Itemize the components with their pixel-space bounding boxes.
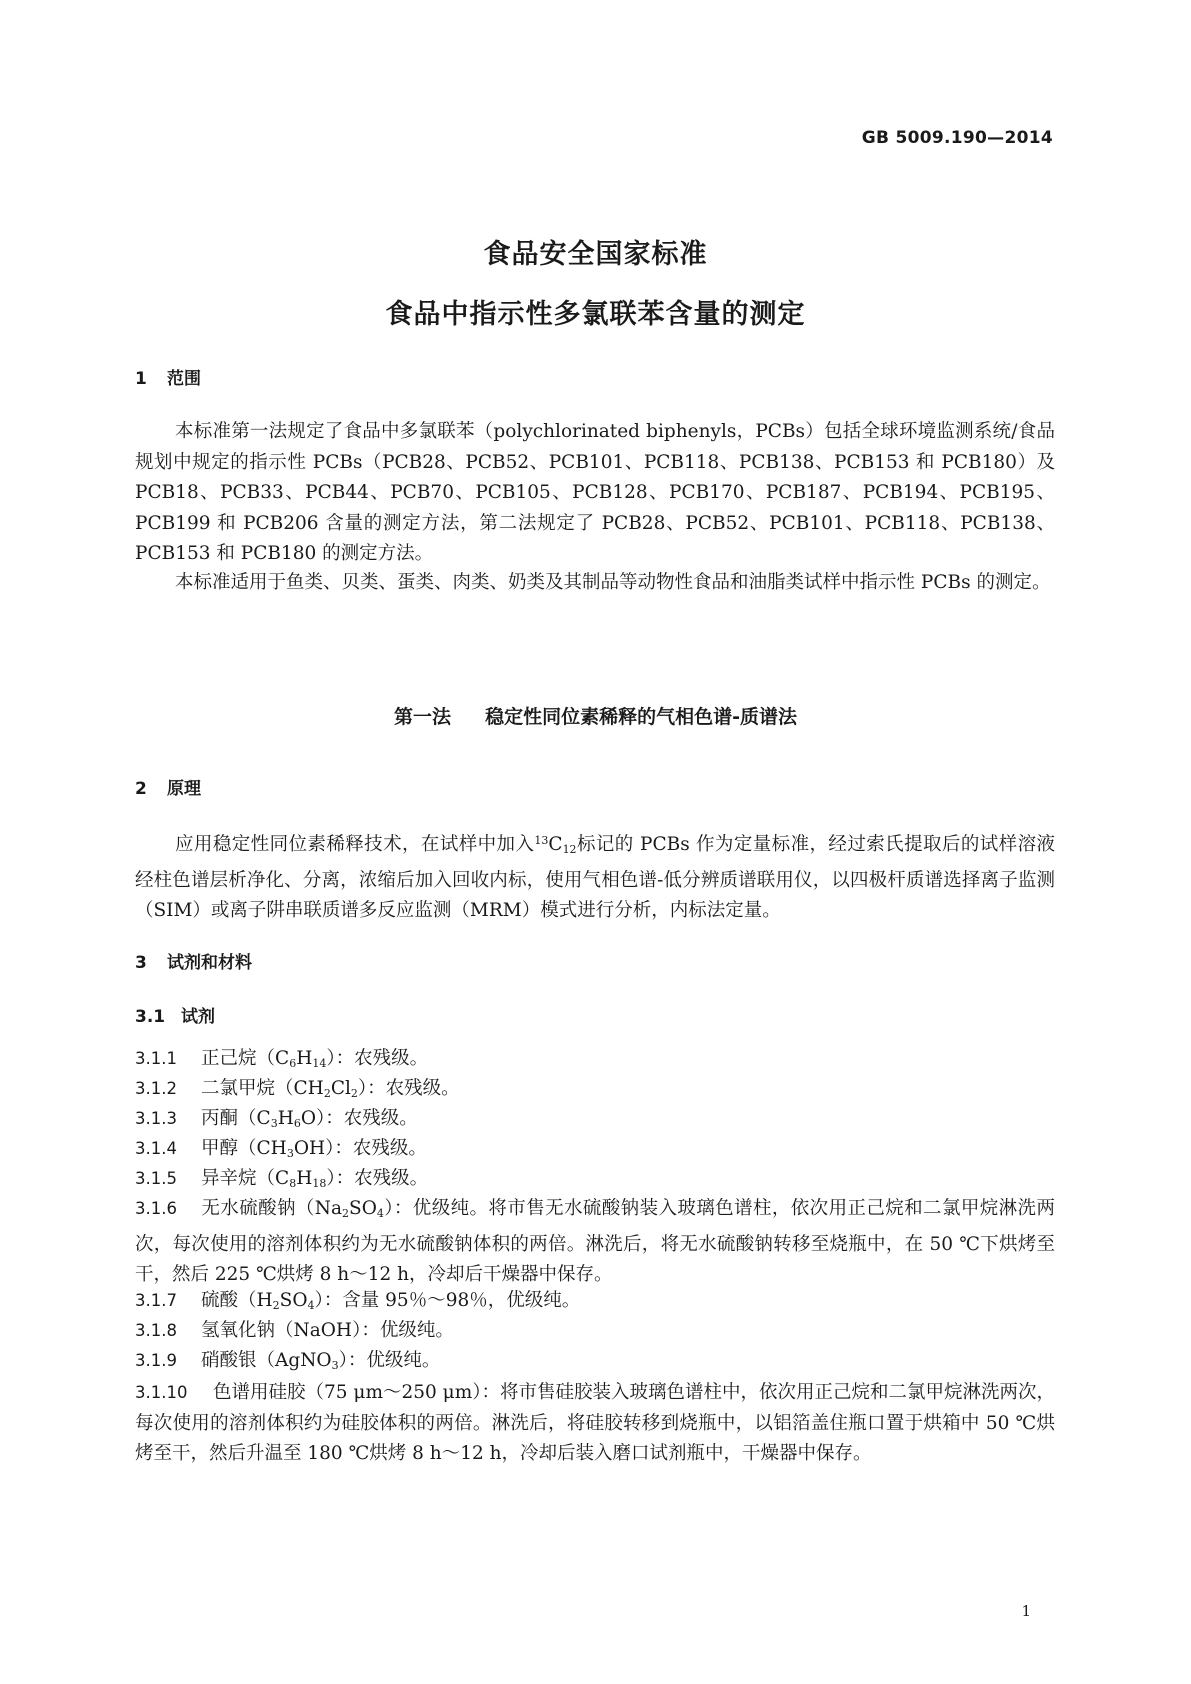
section-heading-3 — [135, 948, 252, 973]
document-title-line2: 食品中指示性多氯联苯含量的测定 — [385, 299, 806, 330]
method-label: 第一法 — [394, 706, 452, 728]
reagent-item: 3.1.10 色谱用硅胶（75 μm～250 μm）：将市售硅胶装入玻璃色谱柱中，依次用正己烷和二氯甲烷淋洗两次，每次使用的溶剂体积约为硅胶体积的两倍。淋洗后，将硅胶转移到烧瓶中，以铝箔盖住瓶口置于烘箱中 50 ℃烘烤至干，然后升温至 180 ℃烘烤 8 h～12 h，冷却后装入磨口试剂瓶中，干燥器中保存。 — [135, 1382, 1055, 1464]
document-title-line1: 食品安全国家标准 — [483, 239, 708, 270]
page-number: 1 — [1021, 1602, 1031, 1620]
method-title: 稳定性同位素稀释的气相色谱-质谱法 — [485, 706, 797, 728]
standard-code: GB 5009.190—2014 — [861, 128, 1053, 148]
section-heading-1 — [135, 364, 201, 389]
section-heading-2 — [135, 774, 201, 799]
reagent-item: 3.1.1 正己烷$(C_6H_{14})$：农残级。 — [135, 1048, 429, 1070]
section-title: 试剂和材料 — [167, 953, 252, 973]
reagent-item: 3.1.4 甲醇$(CH_3OH)$：农残级。 — [135, 1138, 427, 1160]
section-title: 试剂 — [181, 1007, 215, 1027]
method-heading — [0, 702, 1191, 729]
section-number: 3 — [135, 953, 147, 973]
principle-paragraph: 应用稳定性同位素稀释技术，在试样中加入$^{13}C_{12}$标记的 PCBs 作为定量标准，经过索氏提取后的试样溶液经柱色谱层析净化、分离，浓缩后加入回收内标，使用气相色谱-低分辨质谱联用仪，以四极杆质谱选择离子监测（SIM）或离子阱串联质谱多反应监测（MRM）模式进行分析，内标法定量。 — [135, 834, 1055, 921]
reagent-item: 3.1.8 氢氧化钠（NaOH）：优级纯。 — [135, 1320, 454, 1341]
section-number: 3.1 — [135, 1007, 166, 1027]
section-number: 2 — [135, 779, 147, 799]
reagent-item: 3.1.6 无水硫酸钠$(Na_2SO_4)$：优级纯。将市售无水硫酸钠装入玻璃色谱柱，依次用正己烷和二氯甲烷淋洗两次，每次使用的溶剂体积约为无水硫酸钠体积的两倍。淋洗后，将无水硫酸钠转移至烧瓶中，在 50 ℃下烘烤至干，然后 225 ℃烘烤 8 h～12 h，冷却后干燥器中保存。 — [135, 1198, 1055, 1285]
section-number: 1 — [135, 369, 147, 389]
reagent-item: 3.1.5 异辛烷$(C_8H_{18})$：农残级。 — [135, 1168, 429, 1190]
reagent-item: 3.1.7 硫酸$(H_2SO_4)$：含量 95％～98％，优级纯。 — [135, 1290, 581, 1312]
section-title: 范围 — [167, 369, 201, 389]
scope-paragraph-1: 本标准第一法规定了食品中多氯联苯（polychlorinated biphenyls，PCBs）包括全球环境监测系统/食品规划中规定的指示性 PCBs（PCB28、PCB52、PCB101、PCB118、PCB138、PCB153 和 PCB180）及 PCB18、PCB33、PCB44、PCB70、PCB105、PCB128、PCB170、PCB187、PCB194、PCB195、PCB199 和 PCB206 含量的测定方法，第二法规定了 PCB28、PCB52、PCB101、PCB118、PCB138、PCB153 和 PCB180 的测定方法。 — [135, 421, 1055, 564]
scope-paragraph-2: 本标准适用于鱼类、贝类、蛋类、肉类、奶类及其制品等动物性食品和油脂类试样中指示性 PCBs 的测定。 — [175, 572, 1051, 593]
reagent-item: 3.1.9 硝酸银（AgNO$_3$）：优级纯。 — [135, 1350, 441, 1372]
reagent-item: 3.1.3 丙酮$(C_3H_6O)$：农残级。 — [135, 1108, 418, 1130]
section-title: 原理 — [167, 779, 201, 799]
reagent-item: 3.1.2 二氯甲烷$(CH_2Cl_2)$：农残级。 — [135, 1078, 460, 1100]
section-heading-3-1 — [135, 1002, 215, 1027]
